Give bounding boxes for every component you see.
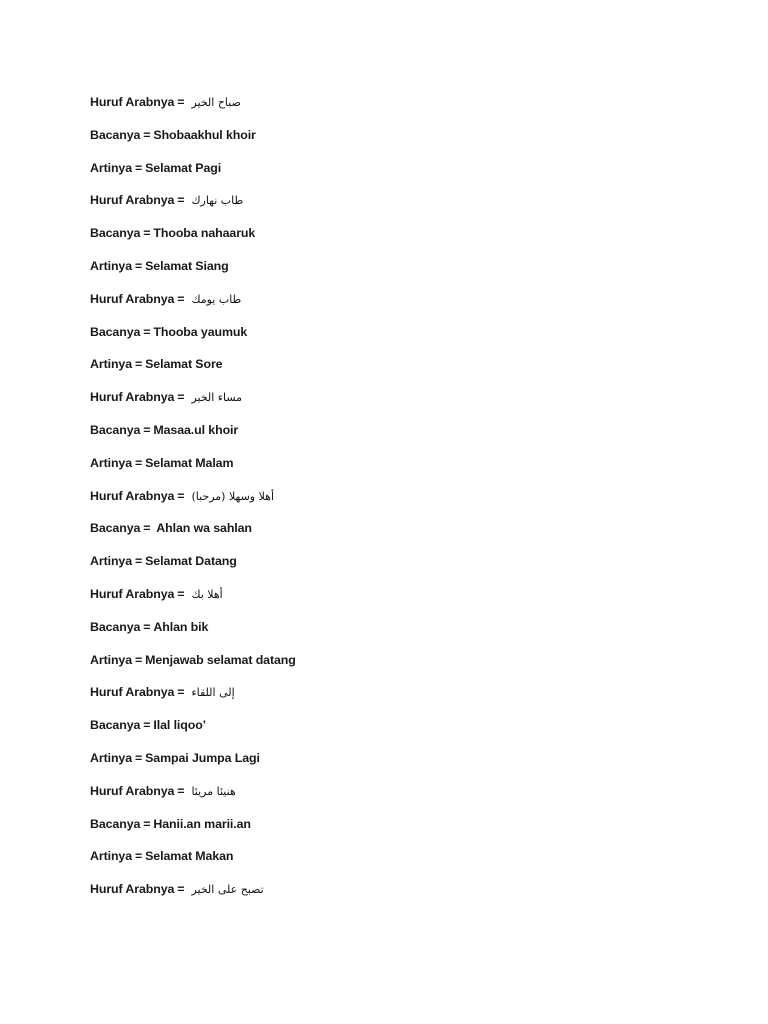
line-arabic — [90, 288, 730, 321]
equals-sign: = — [143, 422, 151, 437]
line-arabic — [90, 583, 730, 616]
arabic-text: أهلا وسهلا (مرحبا) — [191, 489, 275, 503]
line-reading — [90, 714, 730, 747]
arabic-text: هنيئا مريئا — [191, 784, 236, 798]
line-reading — [90, 222, 730, 255]
arabic-text: طاب نهارك — [191, 194, 244, 208]
equals-sign: = — [143, 127, 151, 142]
line-label: Bacanya — [90, 718, 141, 733]
equals-sign: = — [135, 455, 143, 470]
line-label: Huruf Arabnya — [90, 783, 175, 798]
equals-sign: = — [177, 783, 185, 798]
line-value: Selamat Datang — [145, 554, 237, 569]
line-reading — [90, 813, 730, 846]
equals-sign: = — [135, 652, 143, 667]
equals-sign: = — [177, 193, 185, 208]
equals-sign: = — [177, 685, 185, 700]
line-meaning — [90, 452, 730, 485]
equals-sign: = — [177, 390, 185, 405]
line-label: Artinya — [90, 455, 132, 470]
line-label: Bacanya — [90, 226, 141, 241]
arabic-text: أهلا بك — [191, 587, 223, 601]
line-arabic — [90, 878, 730, 911]
line-label: Bacanya — [90, 324, 141, 339]
line-meaning — [90, 747, 730, 780]
line-value: Hanii.an marii.an — [153, 816, 251, 831]
line-label: Huruf Arabnya — [90, 586, 175, 601]
line-label: Huruf Arabnya — [90, 685, 175, 700]
line-value: Selamat Malam — [145, 455, 234, 470]
line-value: Ahlan bik — [153, 619, 209, 634]
line-label: Artinya — [90, 554, 132, 569]
line-value: Selamat Pagi — [145, 160, 222, 175]
line-value: Masaa.ul khoir — [153, 422, 239, 437]
line-label: Huruf Arabnya — [90, 488, 175, 503]
line-meaning — [90, 353, 730, 386]
equals-sign: = — [143, 324, 151, 339]
arabic-text: تصبح على الخير — [191, 883, 264, 897]
equals-sign: = — [177, 488, 185, 503]
line-label: Bacanya — [90, 127, 141, 142]
equals-sign: = — [143, 226, 151, 241]
line-reading — [90, 321, 730, 354]
line-label: Bacanya — [90, 816, 141, 831]
line-arabic — [90, 485, 730, 518]
line-value: Sampai Jumpa Lagi — [145, 750, 260, 765]
line-arabic — [90, 780, 730, 813]
line-value: Ahlan wa sahlan — [153, 521, 252, 536]
equals-sign: = — [143, 521, 151, 536]
line-label: Huruf Arabnya — [90, 291, 175, 306]
equals-sign: = — [135, 849, 143, 864]
line-label: Artinya — [90, 849, 132, 864]
equals-sign: = — [135, 357, 143, 372]
line-label: Artinya — [90, 750, 132, 765]
arabic-text: طاب يومك — [191, 292, 242, 306]
line-value: Shobaakhul khoir — [153, 127, 256, 142]
equals-sign: = — [135, 554, 143, 569]
line-value: Selamat Sore — [145, 357, 223, 372]
line-label: Huruf Arabnya — [90, 193, 175, 208]
equals-sign: = — [143, 816, 151, 831]
line-meaning — [90, 649, 730, 682]
line-arabic — [90, 681, 730, 714]
line-label: Bacanya — [90, 619, 141, 634]
line-reading — [90, 124, 730, 157]
line-label: Artinya — [90, 357, 132, 372]
line-label: Bacanya — [90, 521, 141, 536]
line-value: Thooba nahaaruk — [153, 226, 256, 241]
equals-sign: = — [177, 95, 185, 109]
line-value: Ilal liqoo’ — [153, 718, 207, 733]
equals-sign: = — [143, 619, 151, 634]
equals-sign: = — [135, 258, 143, 273]
line-value: Menjawab selamat datang — [145, 652, 296, 667]
line-reading — [90, 419, 730, 452]
line-value: Selamat Siang — [145, 258, 229, 273]
equals-sign: = — [135, 750, 143, 765]
line-label: Bacanya — [90, 422, 141, 437]
line-meaning — [90, 845, 730, 878]
line-arabic — [90, 386, 730, 419]
line-value: Thooba yaumuk — [153, 324, 248, 339]
arabic-text: صباح الخير — [191, 96, 241, 109]
line-meaning — [90, 157, 730, 190]
equals-sign: = — [143, 718, 151, 733]
equals-sign: = — [135, 160, 143, 175]
phrase-list — [90, 91, 730, 911]
arabic-text: مساء الخير — [191, 391, 243, 405]
line-reading — [90, 616, 730, 649]
line-label: Huruf Arabnya — [90, 95, 175, 109]
line-label: Artinya — [90, 160, 132, 175]
equals-sign: = — [177, 586, 185, 601]
arabic-text: إلى اللقاء — [191, 686, 235, 700]
equals-sign: = — [177, 882, 185, 897]
line-label: Huruf Arabnya — [90, 390, 175, 405]
line-arabic — [90, 189, 730, 222]
line-meaning — [90, 255, 730, 288]
line-label: Huruf Arabnya — [90, 882, 175, 897]
line-value: Selamat Makan — [145, 849, 234, 864]
line-reading — [90, 517, 730, 550]
line-meaning — [90, 550, 730, 583]
line-label: Artinya — [90, 258, 132, 273]
line-label: Artinya — [90, 652, 132, 667]
line-arabic — [90, 91, 730, 124]
equals-sign: = — [177, 291, 185, 306]
